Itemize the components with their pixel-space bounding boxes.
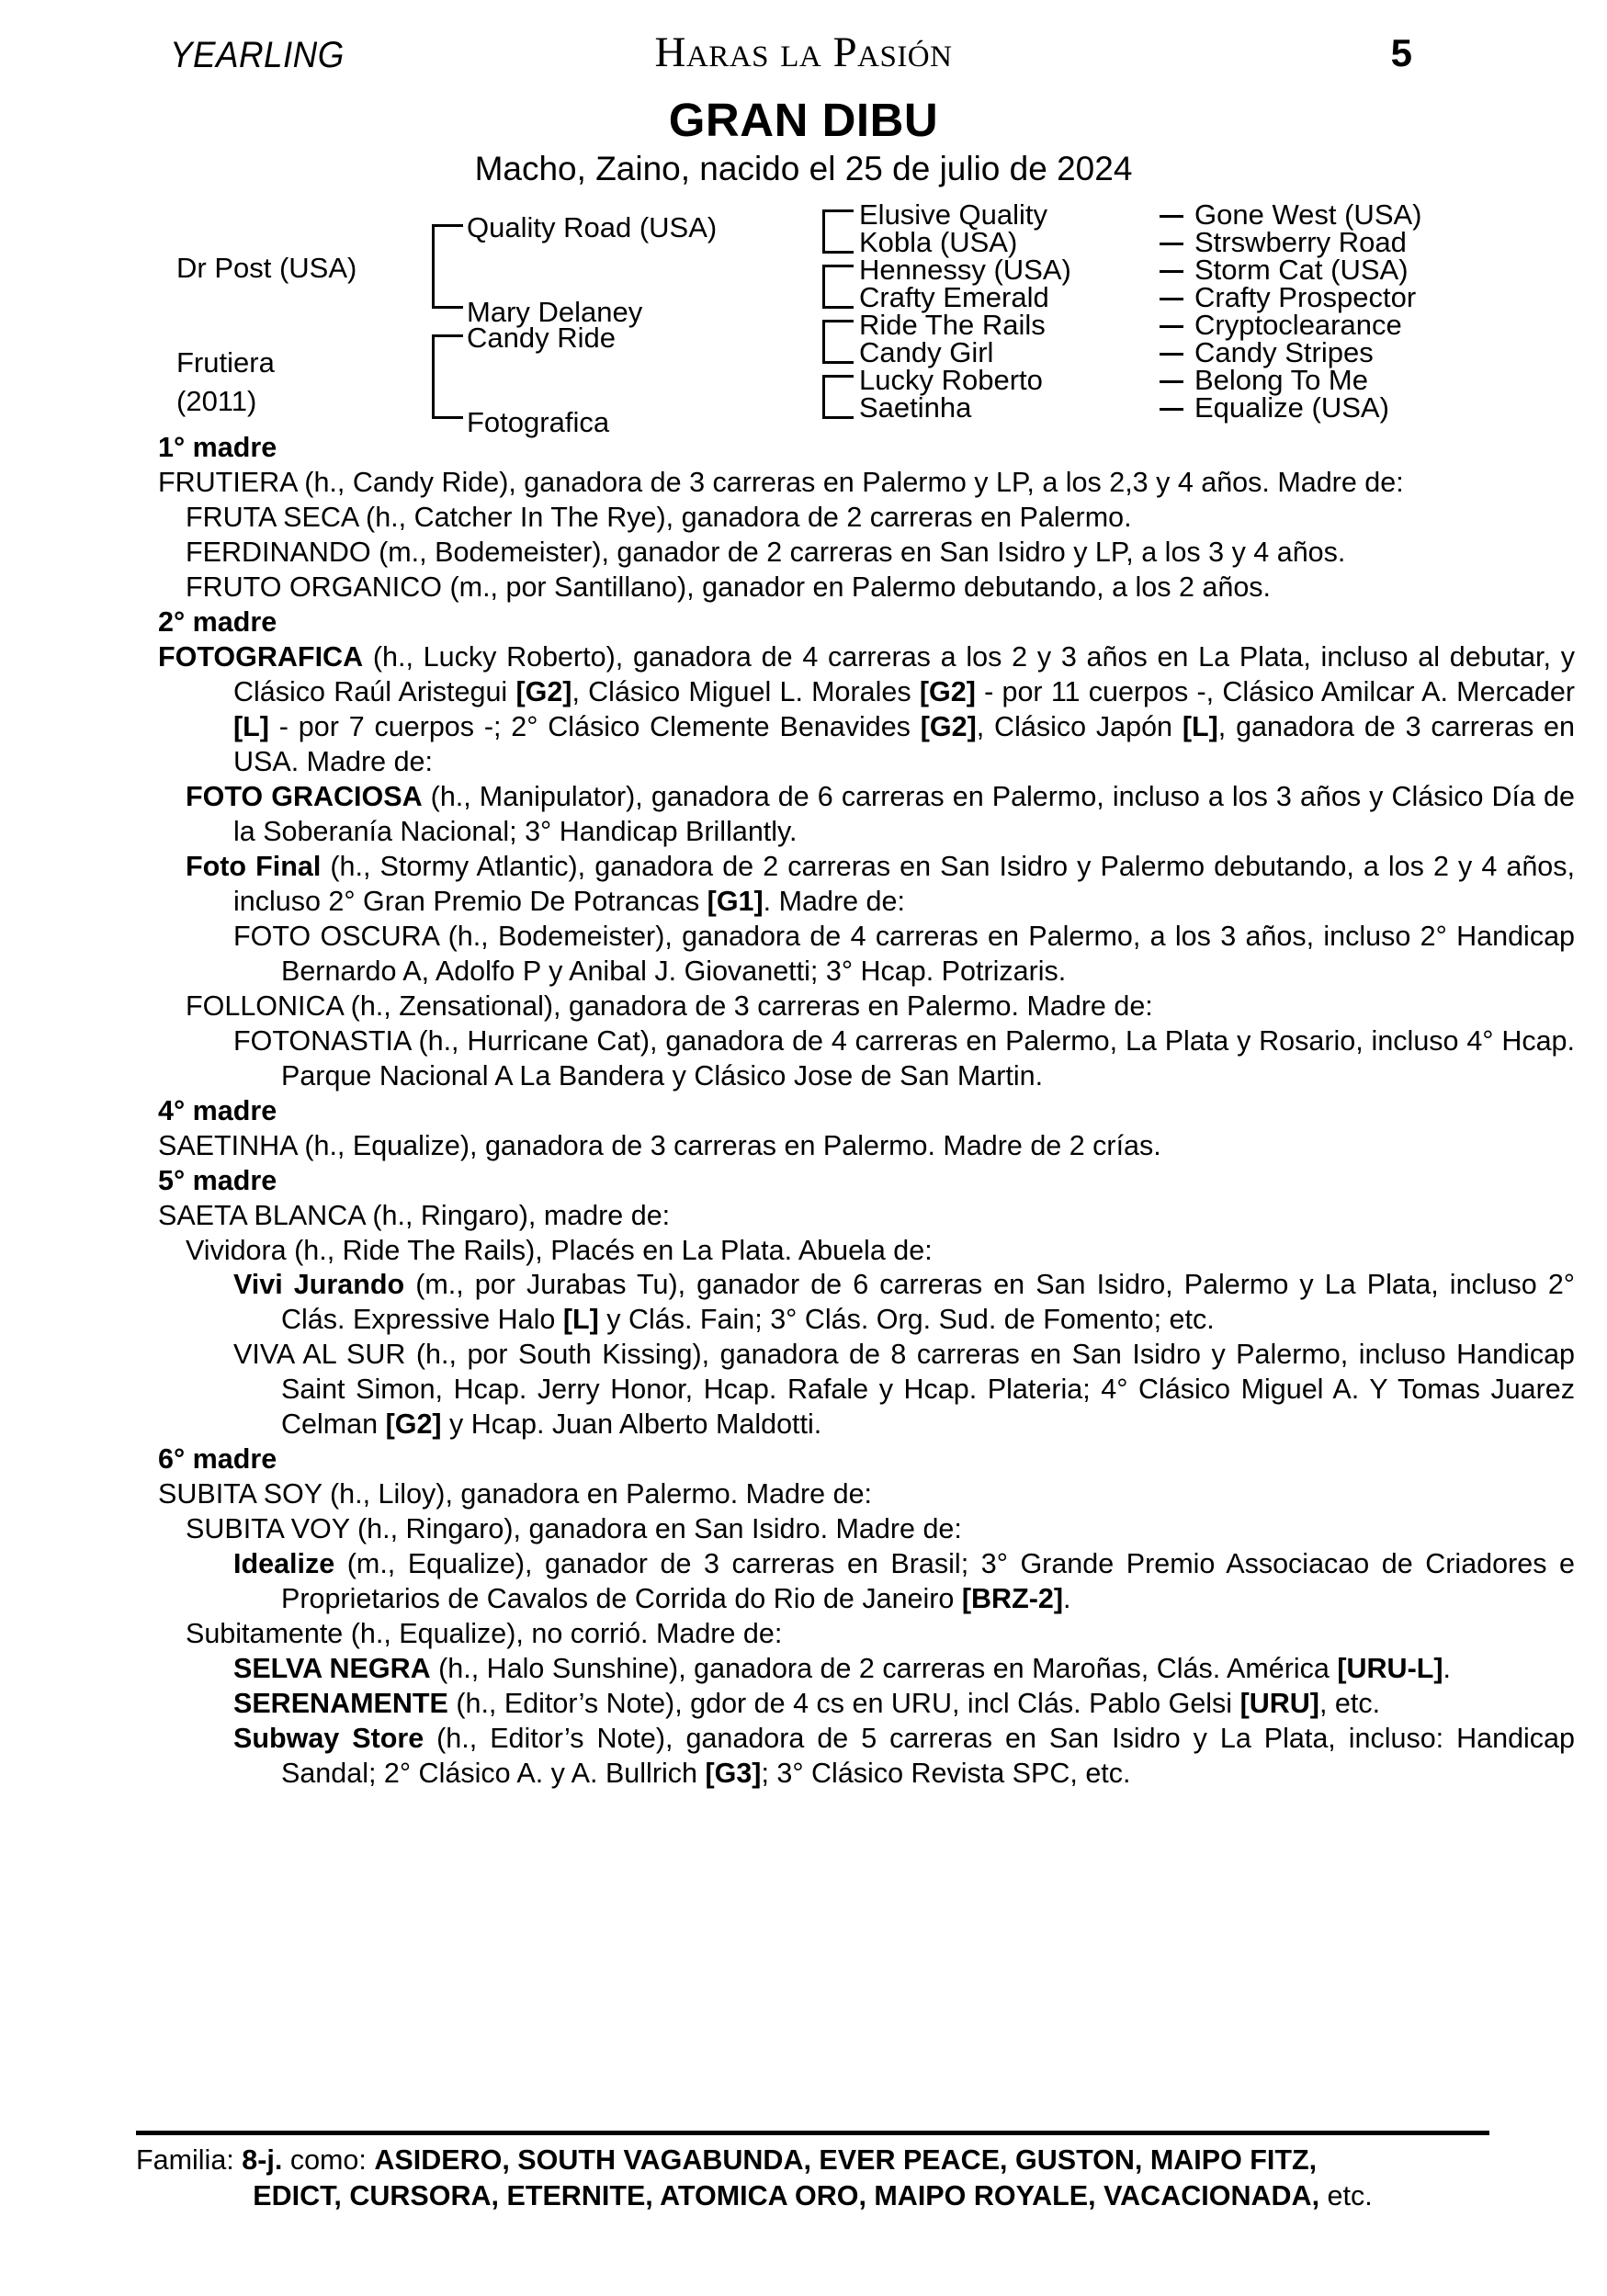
dash-6 xyxy=(1160,353,1183,356)
gen3-8: Saetinha xyxy=(859,391,972,424)
produce-record-entry: SELVA NEGRA (h., Halo Sunshine), ganadora de 2 carreras en Maroñas, Clás. América [URU-L]. xyxy=(233,1653,1451,1685)
produce-record-entry: SAETA BLANCA (h., Ringaro), madre de: xyxy=(158,1199,671,1231)
sire-name: Dr Post (USA) xyxy=(176,252,357,285)
horse-description: Macho, Zaino, nacido el 25 de julio de 2024 xyxy=(474,149,1133,187)
dam-name: Frutiera xyxy=(176,346,275,379)
produce-record-entry: Vividora (h., Ride The Rails), Placés en La Plata. Abuela de: xyxy=(186,1234,933,1266)
bracket-gen3-d xyxy=(822,375,854,419)
produce-record-entry: SAETINHA (h., Equalize), ganadora de 3 carreras en Palermo. Madre de 2 crías. xyxy=(158,1129,1161,1161)
produce-record-entry: SUBITA VOY (h., Ringaro), ganadora en San Isidro. Madre de: xyxy=(186,1513,962,1545)
dam-sire: Candy Ride xyxy=(467,322,616,355)
produce-record-entry: Foto Final (h., Stormy Atlantic), ganadora de 2 carreras en San Isidro y Palermo debutando, a los 2 y 4 años, incluso 2° Gran Premio De Potrancas [G1]. Madre de: xyxy=(186,850,1575,917)
produce-record-entry: Idealize (m., Equalize), ganador de 3 carreras en Brasil; 3° Grande Premio Associacao de Criadores e Proprietarios de Cavalos de Corrida do Rio de Janeiro [BRZ-2]. xyxy=(233,1548,1575,1615)
dam-year: (2011) xyxy=(176,385,257,418)
category-label: YEARLING xyxy=(170,35,345,75)
dash-2 xyxy=(1160,243,1183,245)
farm-name: Haras la Pasión xyxy=(654,28,953,76)
produce-record-entry: FOTO OSCURA (h., Bodemeister), ganadora de 4 carreras en Palermo, a los 3 años, incluso 2° Handicap Bernardo A, Adolfo P y Anibal J. Giovanetti; 3° Hcap. Potrizaris. xyxy=(233,920,1575,987)
gen3-6: Candy Girl xyxy=(859,336,994,369)
dash-8 xyxy=(1160,408,1183,411)
footer-divider xyxy=(136,2131,1489,2135)
produce-record-entry: FRUTIERA (h., Candy Ride), ganadora de 3 carreras en Palermo y LP, a los 2,3 y 4 años. Madre de: xyxy=(158,467,1404,499)
gen3-5: Ride The Rails xyxy=(859,309,1046,342)
dash-3 xyxy=(1160,270,1183,273)
produce-record-entry: FERDINANDO (m., Bodemeister), ganador de 2 carreras en San Isidro y LP, a los 3 y 4 años. xyxy=(186,537,1346,569)
gen3-1: Elusive Quality xyxy=(859,198,1048,232)
bracket-gen3-a xyxy=(822,209,854,254)
section-label-6: 6° madre xyxy=(158,1443,277,1476)
produce-record-entry: SERENAMENTE (h., Editor’s Note), gdor de 4 cs en URU, incl Clás. Pablo Gelsi [URU], etc. xyxy=(233,1688,1381,1720)
produce-record-entry: FOTO GRACIOSA (h., Manipulator), ganadora de 6 carreras en Palermo, incluso a los 3 años y Clásico Día de la Soberanía Nacional; 3° Handicap Brillantly. xyxy=(186,780,1575,847)
familia-prefix: Familia: xyxy=(136,2143,234,2176)
sire-sire: Quality Road (USA) xyxy=(467,211,718,244)
familia-code: 8-j. xyxy=(242,2143,283,2176)
produce-record-entry: Subitamente (h., Equalize), no corrió. Madre de: xyxy=(186,1618,783,1650)
family-line-1 xyxy=(136,2143,1489,2179)
gen4-4: Crafty Prospector xyxy=(1194,281,1417,314)
gen4-3: Storm Cat (USA) xyxy=(1194,254,1409,287)
produce-record-entry: FOTONASTIA (h., Hurricane Cat), ganadora de 4 carreras en Palermo, La Plata y Rosario, incluso 4° Hcap. Parque Nacional A La Bandera y Clásico Jose de San Martin. xyxy=(233,1024,1575,1091)
page-header xyxy=(0,17,1607,92)
pedigree-tree xyxy=(0,198,1607,439)
produce-record-entry: Subway Store (h., Editor’s Note), ganadora de 5 carreras en San Isidro y La Plata, incluso: Handicap Sandal; 2° Clásico A. y A. Bullrich [G3]; 3° Clásico Revista SPC, etc. xyxy=(233,1723,1575,1790)
gen4-6: Candy Stripes xyxy=(1194,336,1374,369)
section-label-1: 1° madre xyxy=(158,432,277,464)
bracket-gen3-b xyxy=(822,265,854,309)
dash-1 xyxy=(1160,215,1183,218)
lot-number: 5 xyxy=(1390,31,1412,74)
produce-record-entry: FRUTA SECA (h., Catcher In The Rye), ganadora de 2 carreras en Palermo. xyxy=(186,502,1132,534)
gen4-2: Strswberry Road xyxy=(1194,226,1407,259)
produce-record-entry: VIVA AL SUR (h., por South Kissing), ganadora de 8 carreras en San Isidro y Palermo, incluso Handicap Saint Simon, Hcap. Jerry Honor, Hcap. Rafale y Hcap. Plateria; 4° Clásico Miguel A. Y Tomas Juarez Celman [G2] y Hcap. Juan Alberto Maldotti. xyxy=(233,1339,1575,1441)
catalog-page xyxy=(0,17,1607,2296)
produce-record-entry: FRUTO ORGANICO (m., por Santillano), ganador en Palermo debutando, a los 2 años. xyxy=(186,571,1272,604)
bracket-gen3-c xyxy=(822,320,854,364)
horse-name: GRAN DIBU xyxy=(668,94,939,146)
sire-dam: Mary Delaney xyxy=(467,296,643,329)
section-label-5: 5° madre xyxy=(158,1164,277,1196)
bracket-sire xyxy=(432,224,463,309)
gen3-7: Lucky Roberto xyxy=(859,364,1043,397)
gen3-3: Hennessy (USA) xyxy=(859,254,1071,287)
gen4-5: Cryptoclearance xyxy=(1194,309,1402,342)
produce-record-entry: FOTOGRAFICA (h., Lucky Roberto), ganadora de 4 carreras a los 2 y 3 años en La Plata, incluso al debutar, y Clásico Raúl Aristegui [G2], Clásico Miguel L. Morales [G2] - por 11 cuerpos -, Clásico Amilcar A. Mercader [L] - por 7 cuerpos -; 2° Clásico Clemente Benavides [G2], Clásico Japón [L], ganadora de 3 carreras en USA. Madre de: xyxy=(158,641,1575,777)
gen4-8: Equalize (USA) xyxy=(1194,391,1389,424)
dash-5 xyxy=(1160,325,1183,328)
section-label-4: 4° madre xyxy=(158,1094,277,1126)
dam-dam: Fotografica xyxy=(467,406,610,439)
familia-names-1: ASIDERO, SOUTH VAGABUNDA, EVER PEACE, GUSTON, MAIPO FITZ, xyxy=(374,2143,1318,2176)
produce-record-entry: SUBITA SOY (h., Liloy), ganadora en Palermo. Madre de: xyxy=(158,1478,873,1510)
familia-como: como: xyxy=(289,2143,367,2176)
produce-record-entry: FOLLONICA (h., Zensational), ganadora de 3 carreras en Palermo. Madre de: xyxy=(186,990,1153,1022)
dash-7 xyxy=(1160,380,1183,383)
dash-4 xyxy=(1160,298,1183,300)
produce-record-entry: Vivi Jurando (m., por Jurabas Tu), ganador de 6 carreras en San Isidro, Palermo y La Plata, incluso 2° Clás. Expressive Halo [L] y Clás. Fain; 3° Clás. Org. Sud. de Fomento; etc. xyxy=(233,1269,1575,1336)
gen3-2: Kobla (USA) xyxy=(859,226,1018,259)
family-line-2 xyxy=(136,2178,1489,2215)
familia-names-2: EDICT, CURSORA, ETERNITE, ATOMICA ORO, MAIPO ROYALE, VACACIONADA, xyxy=(253,2180,1320,2212)
family-line xyxy=(136,2143,1489,2215)
gen3-4: Crafty Emerald xyxy=(859,281,1049,314)
familia-etc: etc. xyxy=(1327,2180,1373,2212)
pedigree-text-body xyxy=(0,431,1607,1792)
gen4-1: Gone West (USA) xyxy=(1194,198,1422,232)
gen4-7: Belong To Me xyxy=(1194,364,1368,397)
section-label-2: 2° madre xyxy=(158,606,277,639)
bracket-dam xyxy=(432,334,463,419)
footer xyxy=(136,2131,1489,2215)
